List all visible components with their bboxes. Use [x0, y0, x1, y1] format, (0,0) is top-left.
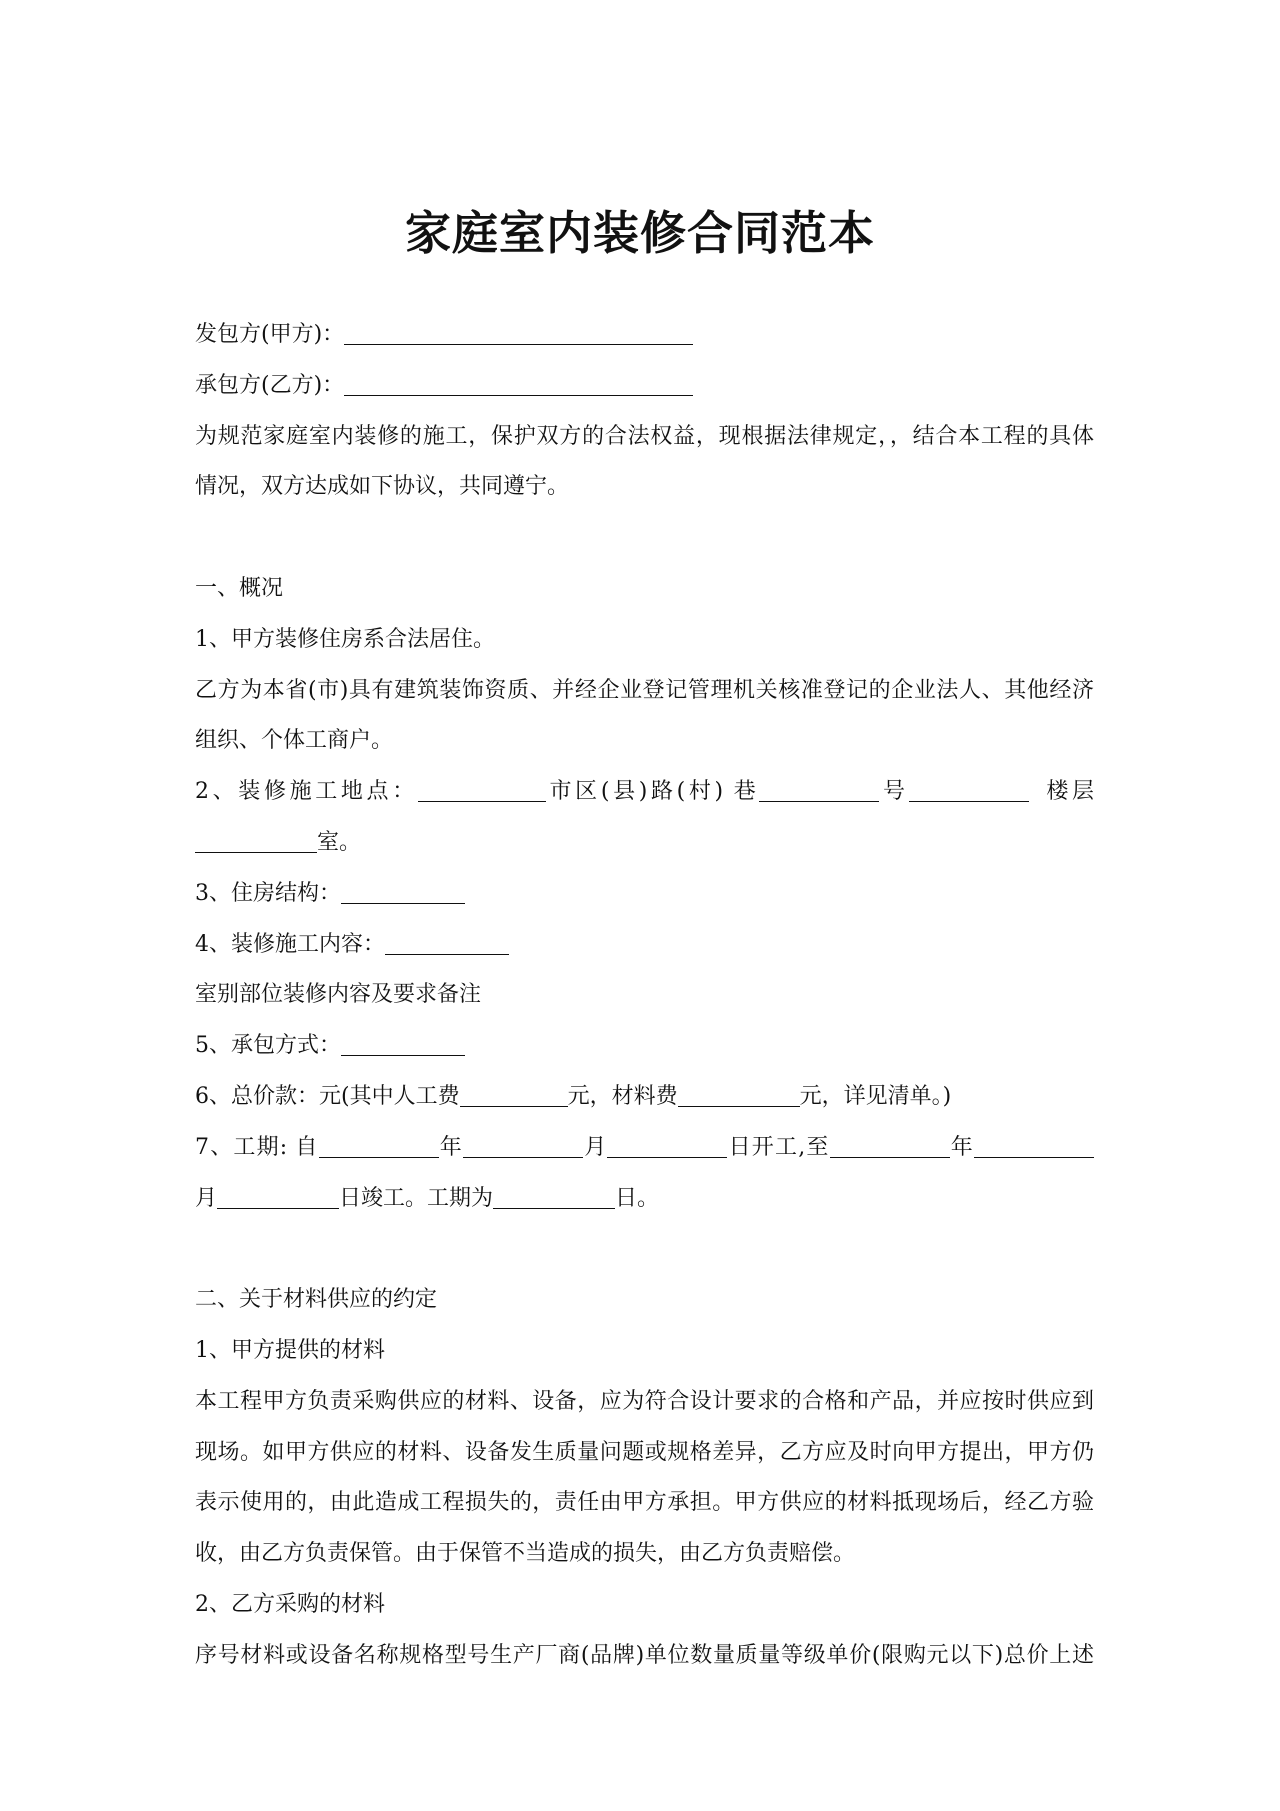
- section2-item1-text: 收，由乙方负责保管。由于保管不当造成的损失，由乙方负责赔偿。: [195, 1541, 856, 1567]
- item7-year2: 年: [949, 1134, 974, 1160]
- item2-city-text: 市区(县)路(村) 巷: [545, 779, 760, 805]
- item7-label: 7、工期: 自: [195, 1134, 319, 1160]
- section1-item6: [195, 1072, 1094, 1123]
- section2-item1-text: 表示使用的，由此造成工程损失的，责任由甲方承担。甲方供应的材料抵现场后，经乙方验: [195, 1490, 1094, 1516]
- duration-blank: [493, 1188, 615, 1209]
- item6-tail: 元，详见清单。): [799, 1083, 952, 1109]
- party-b-blank: [344, 375, 693, 396]
- section1-item3: [195, 869, 1094, 920]
- item4-label: 4、装修施工内容：: [195, 931, 385, 957]
- item7-year1: 年: [438, 1134, 463, 1160]
- item2-floor-text: 楼层: [1042, 779, 1094, 805]
- party-a-line: [195, 310, 1094, 361]
- section2-heading: 二、关于材料供应的约定: [195, 1287, 438, 1313]
- item7-month2: 月: [195, 1185, 218, 1211]
- section2-item1-text: 现场。如甲方供应的材料、设备发生质量问题或规格差异，乙方应及时向甲方提出，甲方仍: [195, 1439, 1094, 1465]
- preamble-line: 情况，双方达成如下协议，共同遵宁。: [195, 474, 570, 500]
- section1-item1-note: 组织、个体工商户。: [195, 728, 394, 754]
- section1-item4-note: 室别部位装修内容及要求备注: [195, 982, 482, 1008]
- start-day-blank: [607, 1137, 727, 1158]
- item2-label: 2、装修施工地点：: [195, 779, 418, 805]
- district-blank: [418, 781, 546, 802]
- section2-item2-text: 序号材料或设备名称规格型号生产厂商(品牌)单位数量质量等级单价(限购元以下)总价上述: [195, 1642, 1094, 1668]
- material-fee-blank: [678, 1086, 800, 1107]
- section1-item5: [195, 1021, 1094, 1072]
- section2-item1: 1、甲方提供的材料: [195, 1337, 385, 1363]
- number-blank: [909, 781, 1029, 802]
- end-day-blank: [217, 1188, 339, 1209]
- section1-item4: [195, 920, 1094, 971]
- spacer: [195, 1224, 1094, 1275]
- section1-item2-room: [195, 818, 1094, 869]
- labor-fee-blank: [460, 1086, 568, 1107]
- section1-heading: 一、概况: [195, 575, 284, 601]
- item7-days-text: 日。: [615, 1185, 660, 1211]
- section1-item2: [195, 767, 1094, 818]
- section1-item7-cont: [195, 1174, 1094, 1225]
- page-title: 家庭室内装修合同范本: [405, 206, 875, 260]
- party-a-blank: [344, 324, 693, 345]
- section1-item1: 1、甲方装修住房系合法居住。: [195, 626, 495, 652]
- item6-label: 6、总价款：元(其中人工费: [195, 1083, 460, 1109]
- end-month-blank: [974, 1137, 1094, 1158]
- section1-item1-note: 乙方为本省(市)具有建筑装饰资质、并经企业登记管理机关核准登记的企业法人、其他经济: [195, 677, 1094, 703]
- spacer: [195, 513, 1094, 564]
- item7-month1: 月: [583, 1134, 608, 1160]
- section2-item1-text: 本工程甲方负责采购供应的材料、设备，应为符合设计要求的合格和产品，并应按时供应到: [195, 1388, 1094, 1414]
- end-year-blank: [830, 1137, 950, 1158]
- preamble-line: 为规范家庭室内装修的施工，保护双方的合法权益，现根据法律规定，，结合本工程的具体: [195, 423, 1094, 449]
- party-b-label: 承包方(乙方)：: [195, 372, 345, 398]
- content-blank: [385, 934, 509, 955]
- item3-label: 3、住房结构：: [195, 880, 341, 906]
- item2-room-text: 室。: [317, 829, 362, 855]
- item7-start-text: 日开工,至: [727, 1134, 830, 1160]
- item7-end-text: 日竣工。工期为: [339, 1185, 494, 1211]
- start-month-blank: [463, 1137, 583, 1158]
- party-b-line: [195, 361, 1094, 412]
- item2-number-text: 号: [879, 779, 909, 805]
- structure-blank: [341, 883, 465, 904]
- contract-body: [195, 310, 1094, 1682]
- lane-blank: [759, 781, 879, 802]
- item5-label: 5、承包方式：: [195, 1033, 341, 1059]
- start-year-blank: [319, 1137, 439, 1158]
- party-a-label: 发包方(甲方)：: [195, 322, 345, 347]
- item6-material-text: 元，材料费: [567, 1083, 678, 1109]
- room-blank: [195, 832, 317, 853]
- section1-item7: [195, 1123, 1094, 1174]
- contract-method-blank: [341, 1035, 465, 1056]
- section2-item2: 2、乙方采购的材料: [195, 1591, 385, 1617]
